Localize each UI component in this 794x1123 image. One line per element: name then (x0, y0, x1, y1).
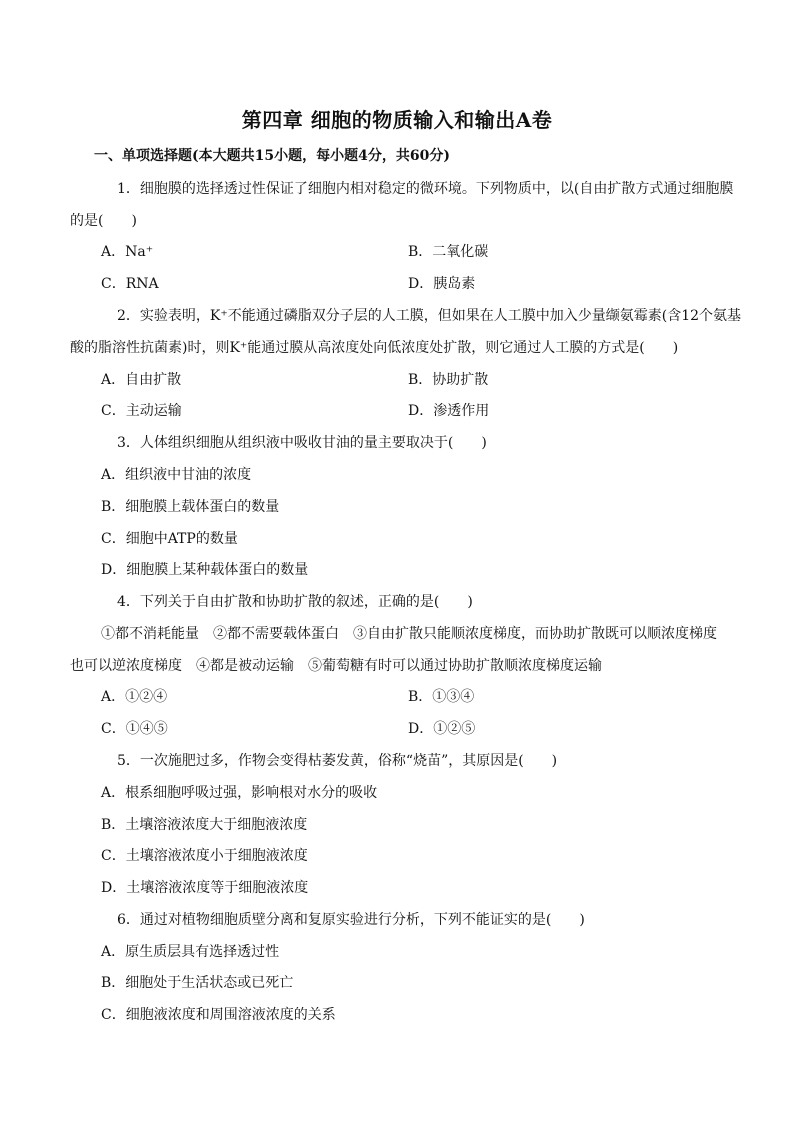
question-3-option-a: A．组织液中甘油的浓度 (101, 467, 252, 483)
question-1-option-c: C．RNA (101, 276, 159, 292)
question-4-line-1: 4．下列关于自由扩散和协助扩散的叙述，正确的是( ) (117, 594, 473, 610)
question-4-line-3: 也可以逆浓度梯度 ④都是被动运输 ⑤葡萄糖有时可以通过协助扩散顺浓度梯度运输 (70, 658, 602, 674)
section-heading: 一、单项选择题(本大题共15小题，每小题4分，共60分) (94, 148, 450, 164)
question-2-option-b: B．协助扩散 (408, 372, 489, 388)
question-2-line-2: 酸的脂溶性抗菌素)时，则K⁺能通过膜从高浓度处向低浓度处扩散，则它通过人工膜的方式是( ) (70, 340, 679, 356)
question-4-option-a: A．①②④ (101, 689, 168, 705)
question-1-option-d: D．胰岛素 (408, 276, 476, 292)
question-1-option-a: A．Na⁺ (101, 244, 154, 260)
question-5-option-c: C．土壤溶液浓度小于细胞液浓度 (101, 848, 308, 864)
question-2-option-d: D．渗透作用 (408, 403, 490, 419)
question-5-line-1: 5．一次施肥过多，作物会变得枯萎发黄，俗称“烧苗”，其原因是( ) (117, 753, 558, 769)
question-5-option-a: A．根系细胞呼吸过强，影响根对水分的吸收 (101, 785, 378, 801)
question-3-line-1: 3．人体组织细胞从组织液中吸收甘油的量主要取决于( ) (117, 435, 487, 451)
page-title: 第四章 细胞的物质输入和输出A卷 (241, 108, 553, 132)
question-2-line-1: 2．实验表明，K⁺不能通过磷脂双分子层的人工膜，但如果在人工膜中加入少量缬氨霉素(含12个氨基 (117, 308, 742, 324)
question-3-option-c: C．细胞中ATP的数量 (101, 531, 238, 547)
question-5-option-d: D．土壤溶液浓度等于细胞液浓度 (101, 880, 309, 896)
question-3-option-d: D．细胞膜上某种载体蛋白的数量 (101, 562, 309, 578)
question-6-option-c: C．细胞液浓度和周围溶液浓度的关系 (101, 1007, 336, 1023)
question-6-option-a: A．原生质层具有选择透过性 (101, 944, 280, 960)
question-3-option-b: B．细胞膜上载体蛋白的数量 (101, 499, 280, 515)
question-2-option-c: C．主动运输 (101, 403, 182, 419)
question-4-option-c: C．①④⑤ (101, 721, 168, 737)
question-4-option-d: D．①②⑤ (408, 721, 476, 737)
question-6-line-1: 6．通过对植物细胞质壁分离和复原实验进行分析，下列不能证实的是( ) (117, 912, 585, 928)
question-2-option-a: A．自由扩散 (101, 372, 182, 388)
question-1-line-1: 1．细胞膜的选择透过性保证了细胞内相对稳定的微环境。下列物质中，以(自由扩散方式通过细胞膜 (117, 181, 734, 197)
question-5-option-b: B．土壤溶液浓度大于细胞液浓度 (101, 817, 308, 833)
question-4-line-2: ①都不消耗能量 ②都不需要载体蛋白 ③自由扩散只能顺浓度梯度，而协助扩散既可以顺浓度梯度 (101, 626, 717, 642)
question-4-option-b: B．①③④ (408, 689, 475, 705)
question-1-option-b: B．二氧化碳 (408, 244, 489, 260)
question-6-option-b: B．细胞处于生活状态或已死亡 (101, 975, 294, 991)
question-1-line-2: 的是( ) (70, 213, 137, 229)
